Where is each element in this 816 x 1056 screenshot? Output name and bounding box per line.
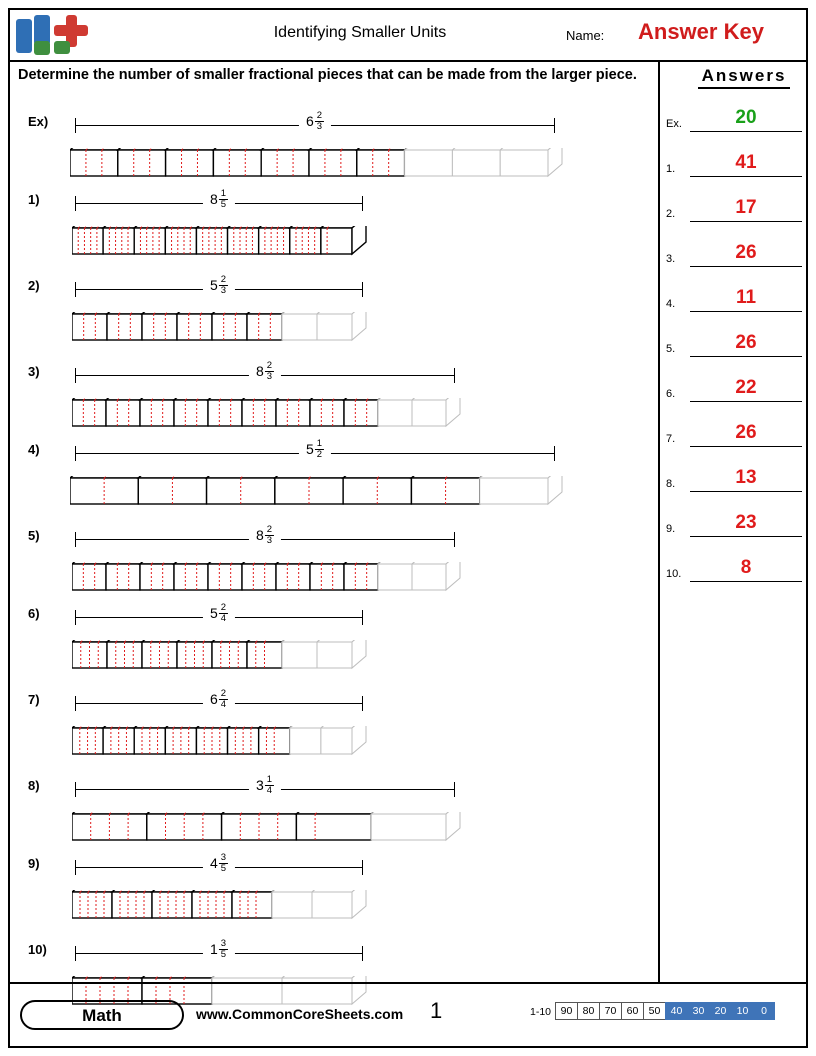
problem-number: 8) <box>28 778 40 793</box>
answer-row-number: 5. <box>666 343 676 355</box>
answer-row <box>666 89 804 134</box>
answer-row-line <box>690 581 802 582</box>
mixed-number-fraction <box>219 853 228 874</box>
problem-item <box>10 524 658 606</box>
measure-brace <box>75 852 363 878</box>
mixed-number-whole: 8 <box>255 363 264 380</box>
problem-number: 7) <box>28 692 40 707</box>
answer-row-line <box>690 536 802 537</box>
problem-item <box>10 688 658 778</box>
problem-number: 1) <box>28 192 40 207</box>
brace-tick-right <box>454 782 455 797</box>
brace-tick-right <box>554 446 555 461</box>
answer-row-number: 2. <box>666 208 676 220</box>
brace-tick-right <box>362 610 363 625</box>
fraction-denominator: 3 <box>316 120 323 132</box>
fraction-numerator: 2 <box>266 360 273 371</box>
problem-item <box>10 774 658 856</box>
problem-item <box>10 852 658 942</box>
mixed-number-fraction <box>315 439 324 460</box>
instructions-text: Determine the number of smaller fractional pieces that can be made from the larger piece. <box>18 67 637 83</box>
fraction-numerator: 2 <box>220 274 227 285</box>
mixed-number-fraction <box>315 111 324 132</box>
page-footer <box>10 982 806 1046</box>
mixed-number-label <box>203 275 235 296</box>
answer-row <box>666 269 804 314</box>
measure-brace <box>75 524 455 550</box>
measure-brace <box>75 774 455 800</box>
problem-number: 6) <box>28 606 40 621</box>
page-title: Identifying Smaller Units <box>273 24 447 41</box>
fraction-denominator: 4 <box>220 612 227 624</box>
page-header <box>10 10 806 62</box>
answer-row-value: 8 <box>740 557 752 578</box>
problem-number: 9) <box>28 856 40 871</box>
answer-row-value: 26 <box>735 242 757 263</box>
grading-scale-cell: 80 <box>577 1002 599 1020</box>
measure-brace <box>75 360 455 386</box>
brace-tick-right <box>362 946 363 961</box>
measure-brace <box>75 274 363 300</box>
answer-row-number: 9. <box>666 523 676 535</box>
mixed-number-label <box>249 525 281 546</box>
mixed-number-label <box>299 439 331 460</box>
mixed-number-label <box>249 361 281 382</box>
mixed-number-label <box>203 853 235 874</box>
grading-scale-cell: 50 <box>643 1002 665 1020</box>
fraction-bar-model <box>70 148 566 192</box>
answer-row-number: 10. <box>666 568 682 580</box>
name-label: Name: <box>566 28 605 43</box>
brace-tick-right <box>362 860 363 875</box>
fraction-bar-model <box>72 726 370 770</box>
answer-row-number: 6. <box>666 388 676 400</box>
answer-row-line <box>690 311 802 312</box>
brace-tick-right <box>454 532 455 547</box>
fraction-bar-model <box>72 812 464 856</box>
answer-key-label: Answer Key <box>638 19 764 44</box>
problem-item <box>10 110 658 192</box>
fraction-denominator: 4 <box>266 784 273 796</box>
fraction-bar-model <box>70 476 566 520</box>
answer-row-number: 8. <box>666 478 676 490</box>
measure-brace <box>75 438 555 464</box>
answer-row <box>666 404 804 449</box>
answer-row-line <box>690 176 802 177</box>
mixed-number-whole: 8 <box>255 527 264 544</box>
problem-number: 4) <box>28 442 40 457</box>
answers-panel-title: Answers <box>698 66 791 89</box>
mixed-number-fraction <box>219 603 228 624</box>
worksheet-page <box>8 8 808 1048</box>
problem-item <box>10 602 658 692</box>
problem-number: 10) <box>28 942 47 957</box>
commoncoresheets-logo-icon <box>16 15 92 57</box>
mixed-number-whole: 5 <box>305 441 314 458</box>
grading-scale-range: 1-10 <box>530 1006 552 1018</box>
mixed-number-fraction <box>265 361 274 382</box>
problem-number: 5) <box>28 528 40 543</box>
answer-row-number: 1. <box>666 163 676 175</box>
fraction-denominator: 5 <box>220 948 227 960</box>
column-divider <box>658 62 660 982</box>
measure-brace <box>75 938 363 964</box>
mixed-number-label <box>203 939 235 960</box>
fraction-bar-model <box>72 312 370 356</box>
mixed-number-whole: 5 <box>209 605 218 622</box>
answer-row-value: 26 <box>735 332 757 353</box>
answer-row-value: 20 <box>735 107 757 128</box>
mixed-number-fraction <box>219 689 228 710</box>
brace-tick-right <box>362 696 363 711</box>
answer-row-value: 11 <box>735 287 757 308</box>
answers-panel <box>666 66 804 584</box>
answer-row-number: 7. <box>666 433 676 445</box>
fraction-numerator: 3 <box>220 938 227 949</box>
mixed-number-fraction <box>219 275 228 296</box>
fraction-denominator: 3 <box>220 284 227 296</box>
fraction-denominator: 3 <box>266 534 273 546</box>
problem-number: 3) <box>28 364 40 379</box>
answer-row-number: 3. <box>666 253 676 265</box>
brace-tick-right <box>454 368 455 383</box>
website-url: www.CommonCoreSheets.com <box>196 1006 404 1022</box>
grading-scale-cell: 60 <box>621 1002 643 1020</box>
subject-badge: Math <box>20 1000 184 1030</box>
mixed-number-label <box>203 689 235 710</box>
fraction-bar-model <box>72 640 370 684</box>
mixed-number-whole: 6 <box>209 691 218 708</box>
fraction-numerator: 1 <box>266 774 273 785</box>
fraction-denominator: 5 <box>220 198 227 210</box>
mixed-number-whole: 4 <box>209 855 218 872</box>
mixed-number-label <box>203 189 235 210</box>
fraction-numerator: 2 <box>316 110 323 121</box>
problem-item <box>10 188 658 278</box>
mixed-number-whole: 5 <box>209 277 218 294</box>
grading-scale-cell: 0 <box>753 1002 775 1020</box>
answer-row-number: 4. <box>666 298 676 310</box>
answer-row <box>666 359 804 404</box>
fraction-denominator: 2 <box>316 448 323 460</box>
mixed-number-fraction <box>265 775 274 796</box>
mixed-number-whole: 6 <box>305 113 314 130</box>
brace-tick-right <box>362 196 363 211</box>
answer-row-line <box>690 266 802 267</box>
answer-row-value: 26 <box>735 422 757 443</box>
problem-item <box>10 360 658 442</box>
measure-brace <box>75 110 555 136</box>
answer-row-value: 41 <box>735 152 757 173</box>
brace-tick-right <box>362 282 363 297</box>
problem-item <box>10 438 658 528</box>
grading-scale-cell: 90 <box>555 1002 577 1020</box>
grading-scale-cell: 70 <box>599 1002 621 1020</box>
problem-number: 2) <box>28 278 40 293</box>
answer-row <box>666 224 804 269</box>
measure-brace <box>75 602 363 628</box>
answer-row <box>666 494 804 539</box>
fraction-denominator: 4 <box>220 698 227 710</box>
fraction-numerator: 2 <box>266 524 273 535</box>
mixed-number-whole: 3 <box>255 777 264 794</box>
fraction-numerator: 2 <box>220 688 227 699</box>
answer-row-value: 17 <box>735 197 757 218</box>
answer-row-line <box>690 401 802 402</box>
grading-scale-cell: 10 <box>731 1002 753 1020</box>
fraction-denominator: 5 <box>220 862 227 874</box>
grading-scale-cell: 30 <box>687 1002 709 1020</box>
mixed-number-label <box>299 111 331 132</box>
mixed-number-fraction <box>219 189 228 210</box>
problem-number: Ex) <box>28 114 49 129</box>
answer-row-value: 22 <box>735 377 757 398</box>
grading-scale-cell: 40 <box>665 1002 687 1020</box>
measure-brace <box>75 188 363 214</box>
mixed-number-fraction <box>219 939 228 960</box>
fraction-numerator: 1 <box>316 438 323 449</box>
fraction-denominator: 3 <box>266 370 273 382</box>
answer-row-line <box>690 446 802 447</box>
answer-row-line <box>690 491 802 492</box>
mixed-number-label <box>203 603 235 624</box>
answers-list <box>666 89 804 584</box>
answer-row <box>666 134 804 179</box>
mixed-number-fraction <box>265 525 274 546</box>
answer-row <box>666 314 804 359</box>
fraction-numerator: 3 <box>220 852 227 863</box>
fraction-bar-model <box>72 562 464 606</box>
fraction-numerator: 1 <box>220 188 227 199</box>
fraction-bar-model <box>72 890 370 934</box>
mixed-number-label <box>249 775 281 796</box>
grading-scale-cell: 20 <box>709 1002 731 1020</box>
brace-tick-right <box>554 118 555 133</box>
fraction-numerator: 2 <box>220 602 227 613</box>
mixed-number-whole: 1 <box>209 941 218 958</box>
answer-row <box>666 449 804 494</box>
answer-row-number: Ex. <box>666 118 682 130</box>
fraction-bar-model <box>72 226 370 270</box>
answer-row-line <box>690 131 802 132</box>
measure-brace <box>75 688 363 714</box>
answer-row <box>666 539 804 584</box>
mixed-number-whole: 8 <box>209 191 218 208</box>
grading-scale <box>530 1002 775 1020</box>
answer-row <box>666 179 804 224</box>
answer-row-value: 23 <box>735 512 757 533</box>
answer-row-line <box>690 221 802 222</box>
fraction-bar-model <box>72 398 464 442</box>
answer-row-line <box>690 356 802 357</box>
problem-item <box>10 274 658 364</box>
answer-row-value: 13 <box>735 467 757 488</box>
grading-scale-cells <box>555 1002 775 1020</box>
page-number: 1 <box>430 998 443 1023</box>
